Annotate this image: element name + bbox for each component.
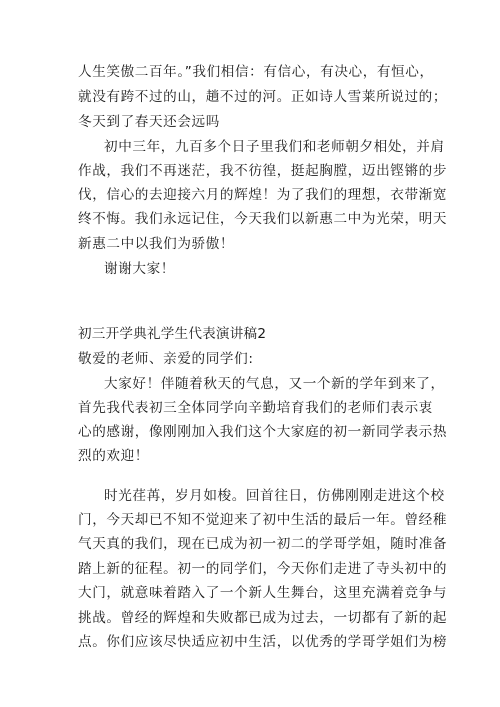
paragraph-line: 首先我代表初三全体同学向辛勤培育我们的老师们表示衷 [78,400,433,416]
paragraph-line: 冬天到了春天还会远吗 [78,114,220,130]
paragraph-line: 作战，我们不再迷茫，我不彷徨，挺起胸膛，迈出铿锵的步 [78,163,448,179]
paragraph-line: 气天真的我们，现在已成为初一初二的学哥学姐，随时准备 [78,536,448,552]
paragraph-line: 门，今天却已不知不觉迎来了初中生活的最后一年。曾经稚 [78,512,448,528]
salutation: 敬爱的老师、亲爱的同学们: [78,351,254,367]
paragraph-line: 挑战。曾经的辉煌和失败都已成为过去，一切都有了新的起 [78,610,448,626]
paragraph-line: 烈的欢迎！ [78,448,149,464]
paragraph-line: 时光荏苒，岁月如梭。回首往日，仿佛刚刚走进这个校 [104,488,445,504]
paragraph-line: 终不悔。我们永远记住，今天我们以新惠二中为光荣，明天 [78,211,448,227]
paragraph-line: 新惠二中以我们为骄傲！ [78,236,235,252]
paragraph-line: 伐，信心的去迎接六月的辉煌！为了我们的理想，衣带渐宽 [78,187,448,203]
paragraph-line: 心的感谢，像刚刚加入我们这个大家庭的初一新同学表示热 [78,424,448,440]
paragraph-line: 大门，就意味着踏入了一个新人生舞台，这里充满着竞争与 [78,585,448,601]
paragraph-line: 就没有跨不过的山，趟不过的河。正如诗人雪莱所说过的； [78,89,448,105]
paragraph-line: 初中三年，九百多个日子里我们和老师朝夕相处，并肩 [104,139,445,155]
paragraph-line: 大家好！伴随着秋天的气息，又一个新的学年到来了， [104,376,445,392]
section-title: 初三开学典礼学生代表演讲稿2 [78,326,267,342]
paragraph-line: 踏上新的征程。初一的同学们，今天你们走进了寺头初中的 [78,561,448,577]
closing-line: 谢谢大家！ [104,261,175,277]
paragraph-line: 点。你们应该尽快适应初中生活，以优秀的学哥学姐们为榜 [78,634,448,650]
paragraph-line: 人生笑傲二百年。”我们相信：有信心，有决心，有恒心， [78,64,434,80]
